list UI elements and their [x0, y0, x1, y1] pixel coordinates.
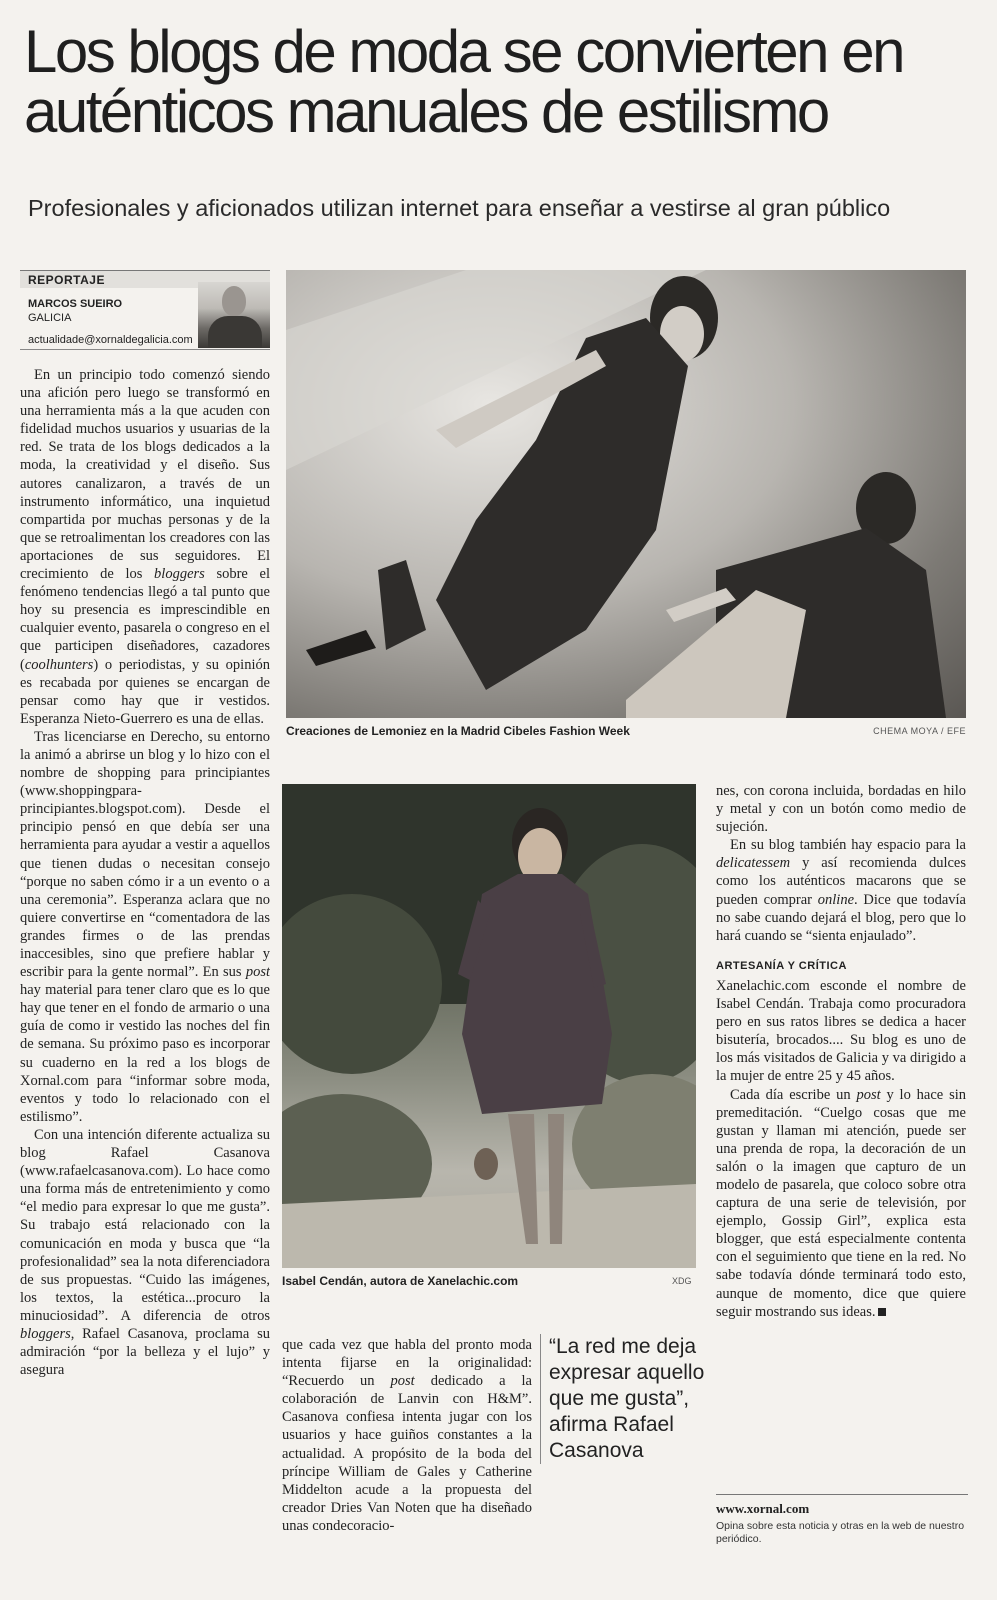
- subhead: Profesionales y aficionados utilizan internet para enseñar a vestirse al gran público: [28, 195, 891, 221]
- column-1: [20, 366, 270, 1546]
- pull-quote: “La red me deja expresar aquello que me gusta”, afirma Rafael Casanova: [540, 1334, 708, 1464]
- portrait-photo-credit: XDG: [672, 1276, 692, 1286]
- paragraph: que cada vez que habla del pronto moda intenta fijarse en la originalidad: “Recuerdo un post dedicado a la colaboración de Lanvin con H&M”. Casanova confiesa intenta jugar con los usuarios y hace guiños constantes a la actualidad. A propósito de la boda del príncipe William de Gales y Catherine Middelton acude a la propuesta del creador Dries Van Noten que ha diseñado unas condecoracio-: [282, 1337, 532, 1534]
- runway-photo: [286, 270, 966, 718]
- main-photo-credit: CHEMA MOYA / EFE: [873, 726, 966, 736]
- footer-web-box: [716, 1494, 968, 1546]
- section-subtitle: ARTESANÍA Y CRÍTICA: [716, 959, 847, 972]
- headline: Los blogs de moda se convierten en auténticos manuales de estilismo: [24, 18, 903, 145]
- author-name: MARCOS SUEIRO: [28, 298, 123, 310]
- end-mark-icon: [878, 1308, 886, 1316]
- main-photo-caption: Creaciones de Lemoniez en la Madrid Cibeles Fashion Week: [286, 724, 630, 738]
- paragraph: Tras licenciarse en Derecho, su entorno la animó a abrirse un blog y lo hizo con el nombre de shopping para principiantes (www.shoppingpara-principiantes.blogspot.com). Desde el principio pensó en que debía ser una herramienta para ayudar a vestir a aquellos que tienen dudas o necesitan consejo “porque no saben cómo ir a un evento o a una ceremonia”. Esperanza aclara que no quiere convertirse en “comentadora de las grandes firmes o de las prendas inaccesibles, sino que prefiere hablar y escribir para la gente normal”. En sus post hay material para tener claro que es lo que hay que tener en el fondo de armario o una guía de como ir vestido las noches del fin de semana. Su próximo paso es incorporar su cuaderno en la red a los blogs de Xornal.com para “informar sobre moda, eventos y todo lo relacionado con el estilismo”.: [20, 728, 270, 1125]
- section-tag: REPORTAJE: [20, 270, 270, 288]
- portrait-photo-caption: Isabel Cendán, autora de Xanelachic.com: [282, 1274, 519, 1288]
- author-email[interactable]: actualidade@xornaldegalicia.com: [20, 332, 270, 350]
- author-photo-head: [222, 286, 246, 316]
- column-2: [282, 1336, 532, 1576]
- paragraph: Xanelachic.com esconde el nombre de Isabel Cendán. Trabaja como procuradora pero en sus ratos libres se dedica a hacer bisutería, brocados.... Su blog es uno de los más visitados de Galicia y va dirigido a la mujer de entre 25 y 45 años.: [716, 977, 966, 1085]
- portrait-photo: [282, 784, 696, 1268]
- garden-portrait-illustration: [282, 784, 696, 1268]
- paragraph: En su blog también hay espacio para la delicatessem y así recomienda dulces como los auténticos macarons que se pueden comprar online. Dice que todavía no sabe cuando dejará el blog, pero que lo hará cuando se “sienta enjaulado”.: [716, 837, 966, 944]
- paragraph: Con una intención diferente actualiza su blog Rafael Casanova (www.rafaelcasanova.com). Lo hace como una forma más de entretenimiento y como “el medio para expresar lo que me gusta”. Su trabajo está relacionado con la comunicación en moda y busca que “la profesionalidad” sea la nota diferenciadora de sus propuestas. “Cuido las imágenes, los textos, la estética...procuro la minuciosidad”. A diferencia de otros bloggers, Rafael Casanova, proclama su admiración “por la belleza y el lujo” y asegura: [20, 1126, 270, 1379]
- author-location: GALICIA: [28, 312, 72, 324]
- column-3: [716, 782, 966, 1472]
- footer-url-link[interactable]: www.xornal.com: [716, 1501, 810, 1516]
- paragraph: Cada día escribe un post y lo hace sin premeditación. “Cuelgo cosas que me gustan y llaman mi atención, puede ser una prenda de ropa, la decoración de un salón o la imagen que capturo de un modelo de pasarela, que coloco sobre otra captura de una serie de televisión, por ejemplo, Gossip Girl”, explica esta blogger, que está especialmente contenta con el seguimiento que tiene en la red. No sabe todavía dónde terminará todo esto, aunque de momento, dice que quiere seguir mostrando sus ideas.: [716, 1086, 966, 1320]
- footer-note: Opina sobre esta noticia y otras en la web de nuestro periódico.: [716, 1520, 965, 1545]
- paragraph: En un principio todo comenzó siendo una afición pero luego se transformó en una herramienta más a la que acuden con fidelidad muchos usuarios y usuarias de la red. Se trata de los blogs dedicados a la moda, la creatividad y el diseño. Sus autores canalizaron, a través de un instrumento informático, una inquietud compartida por muchas personas y de la que se retroalimentan los creadores con las aportaciones de sus seguidores. El crecimiento de los bloggers sobre el fenómeno tendencias llegó a tal punto que hoy su presencia es imprescindible en cualquier evento, pasarela o congreso en el que participen diseñadores, cazadores (coolhunters) o periodistas, y su opinión es recabada por quienes se encargan de pensar como hay que ir vestidos. Esperanza Nieto-Guerrero es una de ellas.: [20, 367, 270, 727]
- runway-illustration: [286, 270, 966, 718]
- paragraph: nes, con corona incluida, bordadas en hilo y metal y con un botón como medio de sujeción.: [716, 783, 966, 836]
